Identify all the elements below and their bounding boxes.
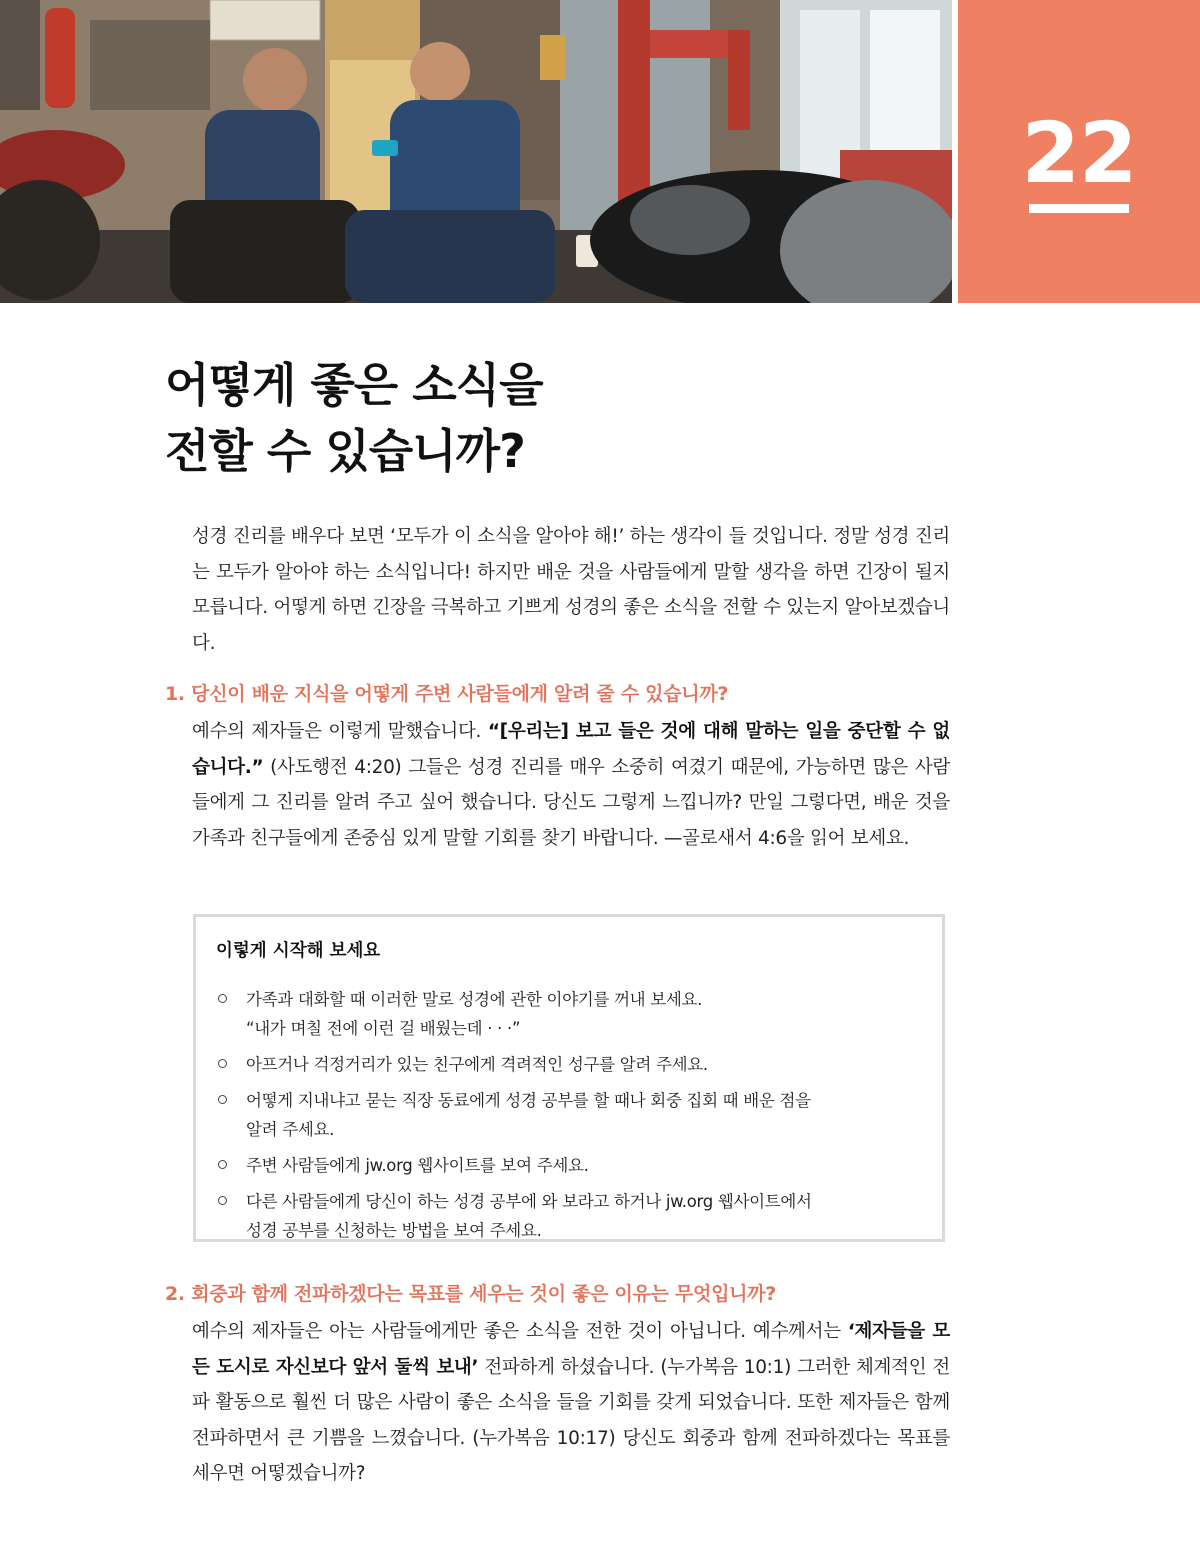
answer-2-text-after: 전파하게 하셨습니다. (누가복음 10:1) 그러한 체계적인 전파 활동으로 훨씬 더 많은 사람이 좋은 소식을 들을 기회를 갖게 되었습니다. 또한 제자들은 함께 전파하면서 큰 기쁨을 느꼈습니다. (누가복음 10:17) 당신도 회중과 함께 전파하겠다는 목표를 세우면 어떻겠습니까? [192, 1356, 950, 1484]
tip-item-line1: 아프거나 걱정거리가 있는 친구에게 격려적인 성구를 알려 주세요. [246, 1055, 708, 1074]
tip-list-item [216, 1151, 906, 1180]
page-title [165, 352, 925, 484]
tip-item-line1: 다른 사람들에게 당신이 하는 성경 공부에 와 보라고 하거나 jw.org 웹사이트에서 [246, 1192, 812, 1211]
circle-bullet-icon [218, 1095, 227, 1104]
tip-box [193, 914, 945, 1242]
answer-2-quote: ‘제자들을 모든 도시로 자신보다 앞서 둘씩 보내’ [192, 1321, 950, 1378]
tip-list [216, 985, 906, 1252]
answer-1-text-before: 예수의 제자들은 이렇게 말했습니다. [192, 721, 488, 742]
header-photo [0, 0, 952, 303]
lesson-number: 22 [1021, 104, 1137, 202]
page-title-line1: 어떻게 좋은 소식을 [165, 358, 543, 412]
tip-list-item [216, 985, 906, 1043]
answer-1-paragraph [192, 714, 950, 856]
tip-item-line2: “내가 며칠 전에 이런 걸 배웠는데 · · ·” [246, 1019, 521, 1038]
lesson-number-box [958, 0, 1200, 303]
tip-item-line2: 성경 공부를 신청하는 방법을 보여 주세요. [246, 1221, 542, 1240]
tip-item-line1: 주변 사람들에게 jw.org 웹사이트를 보여 주세요. [246, 1156, 589, 1175]
question-1-heading: 1. 당신이 배운 지식을 어떻게 주변 사람들에게 알려 줄 수 있습니까? [165, 683, 729, 705]
circle-bullet-icon [218, 994, 227, 1003]
tip-list-item [216, 1086, 906, 1144]
tip-list-item [216, 1050, 906, 1079]
circle-bullet-icon [218, 1196, 227, 1205]
page-title-line2: 전할 수 있습니까? [165, 424, 525, 478]
answer-2-text-before: 예수의 제자들은 아는 사람들에게만 좋은 소식을 전한 것이 아닙니다. 예수께서는 [192, 1321, 848, 1342]
circle-bullet-icon [218, 1059, 227, 1068]
tip-list-item [216, 1187, 906, 1245]
answer-2-paragraph [192, 1314, 950, 1492]
lesson-number-underline [1029, 204, 1129, 213]
tip-item-line1: 가족과 대화할 때 이러한 말로 성경에 관한 이야기를 꺼내 보세요. [246, 990, 703, 1009]
circle-bullet-icon [218, 1160, 227, 1169]
tip-box-title: 이렇게 시작해 보세요 [216, 941, 381, 961]
tip-item-line1: 어떻게 지내냐고 묻는 직장 동료에게 성경 공부를 할 때나 회중 집회 때 배운 점을 [246, 1091, 811, 1110]
answer-1-text-after: (사도행전 4:20) 그들은 성경 진리를 매우 소중히 여겼기 때문에, 가능하면 많은 사람들에게 그 진리를 알려 주고 싶어 했습니다. 당신도 그렇게 느낍니까? 만일 그렇다면, 배운 것을 가족과 친구들에게 존중심 있게 말할 기회를 찾기 바랍니다. —골로새서 4:6을 읽어 보세요. [192, 756, 950, 849]
question-2-heading: 2. 회중과 함께 전파하겠다는 목표를 세우는 것이 좋은 이유는 무엇입니까? [165, 1283, 776, 1305]
intro-paragraph: 성경 진리를 배우다 보면 ‘모두가 이 소식을 알아야 해!’ 하는 생각이 들 것입니다. 정말 성경 진리는 모두가 알아야 하는 소식입니다! 하지만 배운 것을 사람들에게 말할 생각을 하면 긴장이 될지 모릅니다. 어떻게 하면 긴장을 극복하고 기쁘게 성경의 좋은 소식을 전할 수 있는지 알아보겠습니다. [192, 526, 950, 654]
tip-item-line2: 알려 주세요. [246, 1120, 335, 1139]
answer-1-quote: “[우리는] 보고 들은 것에 대해 말하는 일을 중단할 수 없습니다.” [192, 721, 950, 778]
